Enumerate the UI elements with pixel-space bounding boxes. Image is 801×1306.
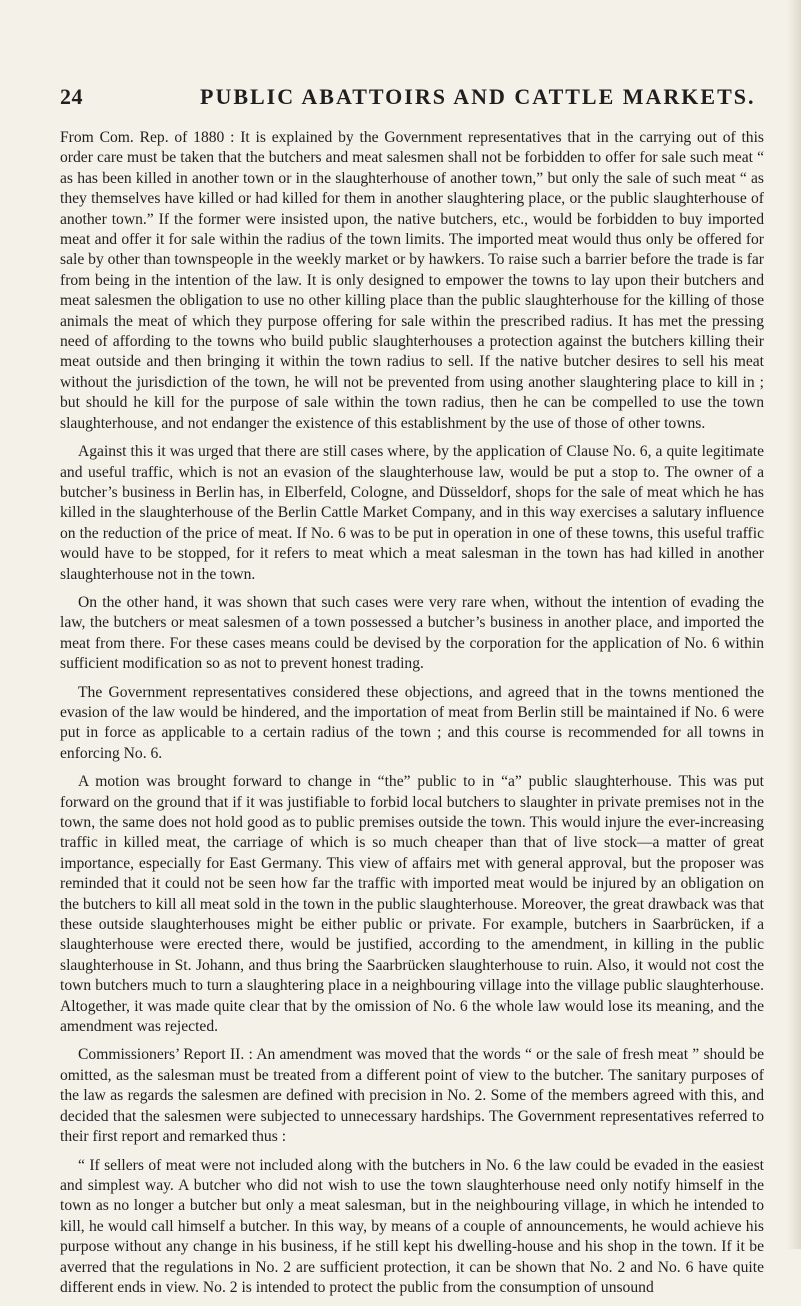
paragraph: Against this it was urged that there are still cases where, by the application of Clause No. 6, a quite legitimate and useful traffic, which is not an evasion of the slaughterhouse law, would be put a stop to. The owner of a butcher’s business in Berlin has, in Elberfeld, Cologne, and Düsseldorf, shops for the sale of meat which he has killed in the slaughterhouse of the Berlin Cattle Market Company, and in this way exercises a salutary influence on the reduction of the price of meat. If No. 6 was to be put in operation in one of these towns, this useful traffic would have to be stopped, for it refers to meat which a meat salesman in the town has had killed in another slaughterhouse not in the town. [60, 443, 764, 583]
running-head: PUBLIC ABATTOIRS AND CATTLE MARKETS. [200, 84, 756, 109]
quoted-paragraph: “ If sellers of meat were not included along with the butchers in No. 6 the law could be evaded in the easiest and simplest way. A butcher who did not wish to use the town slaughterhouse need only notify himself in the town as no longer a butcher but only a meat salesman, but in the neighbouring village, in which he intended to kill, he would call himself a butcher. In this way, by means of a couple of announcements, he would achieve his purpose without any change in his business, if he still kept his dwelling-house and his shop in the town. If it be averred that the regulations in No. 2 are sufficient protection, it can be shown that No. 2 and No. 6 have quite different ends in view. No. 2 is intended to protect the public from the consumption of unsound [60, 1156, 764, 1296]
body-text [60, 128, 764, 1306]
page-header [60, 84, 760, 110]
paragraph: Commissioners’ Report II. : An amendment was moved that the words “ or the sale of fresh meat ” should be omitted, as the salesman must be treated from a different point of view to the butcher. The sanitary purposes of the law as regards the salesmen are defined with precision in No. 2. Some of the members agreed with this, and decided that the salesmen were subjected to unnecessary hardships. The Government representatives referred to their first report and remarked thus : [60, 1046, 764, 1146]
paragraph: A motion was brought forward to change in “the” public to in “a” public slaughterhouse. This was put forward on the ground that if it was justifiable to forbid local butchers to slaughter in private premises not in the town, the same does not hold good as to public premises outside the town. This would injure the ever-increasing traffic in killed meat, the carriage of which is so much cheaper than that of live stock—a matter of great importance, especially for East Germany. This view of affairs met with general approval, but the proposer was reminded that it could not be seen how far the traffic with imported meat would be injured by an obligation on the butchers to kill all meat sold in the town in the public slaughterhouse. Moreover, the great drawback was that these outside slaughterhouses might be either public or private. For example, butchers in Saarbrücken, if a slaughterhouse were erected there, would be justified, according to the amendment, in killing in the public slaughterhouse in St. Johann, and thus bring the Saarbrücken slaughterhouse to ruin. Also, it would not cost the town butchers much to turn a slaughtering place in a neighbouring village into the village public slaughterhouse. Altogether, it was made quite clear that by the omission of No. 6 the whole law would lose its meaning, and the amendment was rejected. [60, 773, 764, 1036]
paragraph: On the other hand, it was shown that such cases were very rare when, without the intention of evading the law, the butchers or meat salesmen of a town possessed a butcher’s business in another place, and imported the meat from there. For these cases means could be devised by the corporation for the application of No. 6 within sufficient modification so as not to prevent honest trading. [60, 593, 764, 673]
page-edge-shadow [787, 0, 801, 1249]
paragraph: From Com. Rep. of 1880 : It is explained by the Government representatives that in the carrying out of this order care must be taken that the butchers and meat salesmen shall not be forbidden to offer for sale such meat “ as has been killed in another town or in the slaughterhouse of another town,” but only the sale of such meat “ as they themselves have killed or had killed for them in another slaughtering place, or the public slaughterhouse of another town.” If the former were insisted upon, the native butchers, etc., would be forbidden to buy imported meat and offer it for sale within the radius of the town limits. The imported meat would thus only be offered for sale by other than townspeople in the weekly market or by hawkers. To raise such a barrier before the trade is far from being in the intention of the law. It is only designed to empower the towns to lay upon their butchers and meat salesmen the obligation to use no other killing place than the public slaughterhouse for the killing of those animals the meat of which they purpose offering for sale within the prescribed radius. It has met the pressing need of affording to the towns who build public slaughterhouses a protection against the butchers killing their meat outside and then bringing it within the town radius to sell. If the native butcher desires to sell his meat without the jurisdiction of the town, he will not be prevented from using another slaughtering place to kill in ; but should he kill for the purpose of sale within the town radius, then he can be compelled to use the town slaughterhouse, and not endanger the existence of this establishment by the use of those of other towns. [60, 129, 764, 432]
page-number: 24 [60, 84, 83, 109]
paragraph: The Government representatives considered these objections, and agreed that in the towns mentioned the evasion of the law would be hindered, and the importation of meat from Berlin still be maintained if No. 6 were put in force as applicable to a certain radius of the town ; and this course is recommended for all towns in enforcing No. 6. [60, 683, 764, 762]
